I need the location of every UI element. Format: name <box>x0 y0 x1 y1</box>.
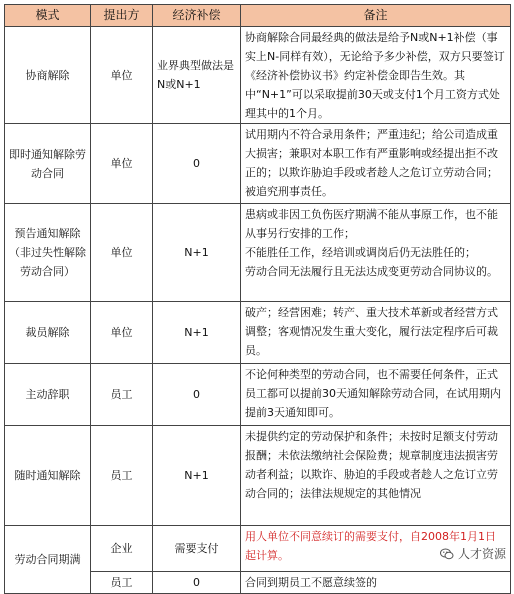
compensation-cell: N+1 <box>153 426 241 526</box>
note-cell: 不论何种类型的劳动合同，也不需要任何条件，正式员工都可以提前30天通知解除劳动合同，在试用期内提前3天通知即可。 <box>241 364 511 426</box>
table-row <box>5 302 511 364</box>
header-notes: 备注 <box>241 5 511 27</box>
note-cell: 破产；经营困难；转产、重大技术革新或者经营方式调整；客观情况发生重大变化，履行法定程序后可裁员。 <box>241 302 511 364</box>
compensation-table <box>4 4 511 594</box>
note-cell: 试用期内不符合录用条件；严重违纪；给公司造成重大损害；兼职对本职工作有严重影响或经提出拒不改正的；以欺诈胁迫手段或者趁人之危订立劳动合同；被追究刑事责任。 <box>241 124 511 204</box>
watermark-text: 人才资源 <box>457 547 506 561</box>
wechat-icon <box>440 547 454 561</box>
compensation-cell: N+1 <box>153 302 241 364</box>
table-row <box>5 27 511 124</box>
header-compensation: 经济补偿 <box>153 5 241 27</box>
table-row <box>5 124 511 204</box>
table-row <box>5 204 511 302</box>
party-cell: 员工 <box>91 426 153 526</box>
mode-cell: 预告通知解除（非过失性解除劳动合同） <box>5 204 91 302</box>
mode-cell: 协商解除 <box>5 27 91 124</box>
mode-cell: 劳动合同期满 <box>5 526 91 594</box>
note-cell: 用人单位不同意续订的需要支付，自2008年1月1日起计算。 <box>241 526 511 572</box>
compensation-cell: 0 <box>153 572 241 594</box>
note-cell: 未提供约定的劳动保护和条件；未按时足额支付劳动报酬；未依法缴纳社会保险费；规章制度违法损害劳动者利益；以欺诈、胁迫的手段或者趁人之危订立劳动合同的；法律法规规定的其他情况 <box>241 426 511 526</box>
compensation-cell: 业界典型做法是N或N+1 <box>153 27 241 124</box>
note-cell: 患病或非因工负伤医疗期满不能从事原工作，也不能从事另行安排的工作； 不能胜任工作，经培训或调岗后仍无法胜任的； 劳动合同无法履行且无法达成变更劳动合同协议的。 <box>241 204 511 302</box>
compensation-cell: 0 <box>153 124 241 204</box>
mode-cell: 随时通知解除 <box>5 426 91 526</box>
party-cell: 单位 <box>91 204 153 302</box>
note-cell: 协商解除合同最经典的做法是给予N或N+1补偿（事实上N-同样有效），无论给予多少补偿，双方只要签订《经济补偿协议书》约定补偿金即告生效。其中“N+1”可以采取提前30天或支付1个月工资方式处理其中的1个月。 <box>241 27 511 124</box>
header-party: 提出方 <box>91 5 153 27</box>
party-cell: 单位 <box>91 302 153 364</box>
table-row <box>5 364 511 426</box>
party-cell: 单位 <box>91 124 153 204</box>
mode-cell: 裁员解除 <box>5 302 91 364</box>
table-row <box>5 526 511 572</box>
party-cell: 员工 <box>91 572 153 594</box>
compensation-cell: 需要支付 <box>153 526 241 572</box>
table-row <box>5 426 511 526</box>
party-cell: 单位 <box>91 27 153 124</box>
compensation-cell: N+1 <box>153 204 241 302</box>
watermark <box>440 545 506 562</box>
note-cell: 合同到期员工不愿意续签的 <box>241 572 511 594</box>
party-cell: 企业 <box>91 526 153 572</box>
mode-cell: 即时通知解除劳动合同 <box>5 124 91 204</box>
header-mode: 模式 <box>5 5 91 27</box>
mode-cell: 主动辞职 <box>5 364 91 426</box>
compensation-cell: 0 <box>153 364 241 426</box>
header-row <box>5 5 511 27</box>
party-cell: 员工 <box>91 364 153 426</box>
